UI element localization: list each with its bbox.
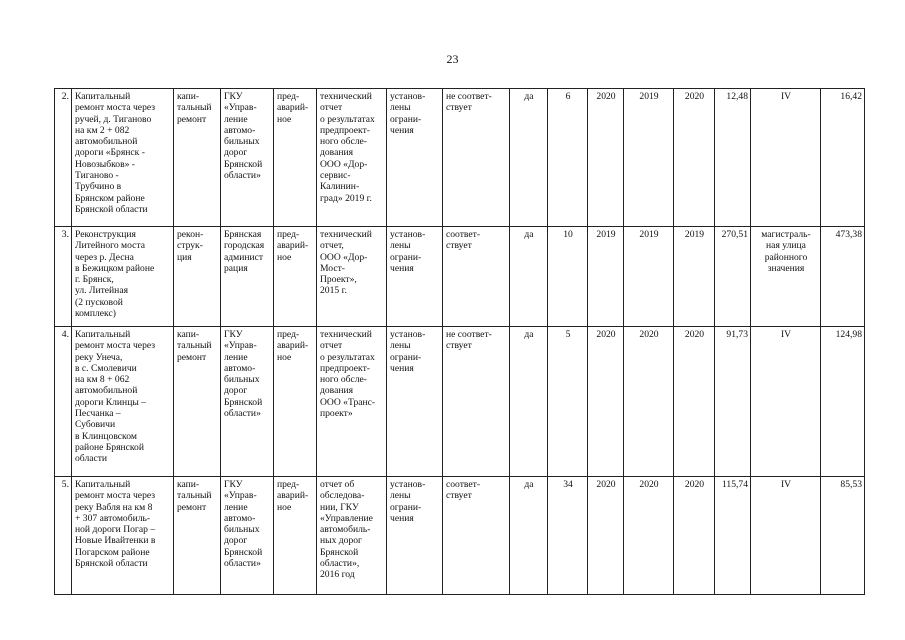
traffic-restriction: установ- лены ограни- чения [387, 477, 443, 595]
technical-state: пред- аварий- ное [274, 227, 317, 327]
year-2: 2020 [624, 477, 674, 595]
object-name: Капитальный ремонт моста через реку Вабля на км 8 + 307 автомобиль- ной дороги Погар – Новые Ивайтенки в Погарском районе Брянской области [72, 477, 174, 595]
category: IV [751, 327, 821, 477]
year-2: 2019 [624, 89, 674, 227]
cost: 124,98 [821, 327, 865, 477]
work-type: капи- тальный ремонт [174, 327, 221, 477]
object-name: Реконструкция Литейного моста через р. Десна в Бежицком районе г. Брянск, ул. Литейная (2 пусковой комплекс) [72, 227, 174, 327]
work-type: капи- тальный ремонт [174, 89, 221, 227]
table-row [55, 327, 865, 477]
customer: Брянская городская админист рация [221, 227, 274, 327]
row-number: 4. [55, 327, 72, 477]
bridge-repair-table [54, 88, 865, 595]
object-name: Капитальный ремонт моста через реку Унеча, в с. Смолевичи на км 8 + 062 автомобильной дороги Клинцы – Песчанка – Субовичи в Клинцовском районе Брянской области [72, 327, 174, 477]
technical-state: пред- аварий- ное [274, 89, 317, 227]
cost: 473,38 [821, 227, 865, 327]
source-document: технический отчет о результатах предпроект- ного обсле- дования ООО «Транс- проект» [317, 327, 387, 477]
flag: да [510, 477, 548, 595]
compliance: не соответ- ствует [443, 327, 510, 477]
year-3: 2020 [674, 477, 715, 595]
customer: ГКУ «Управ- ление автомо- бильных дорог Брянской области» [221, 89, 274, 227]
source-document: отчет об обследова- нии, ГКУ «Управление автомобиль- ных дорог Брянской области», 2016 год [317, 477, 387, 595]
row-number: 5. [55, 477, 72, 595]
year-3: 2020 [674, 327, 715, 477]
compliance: не соответ- ствует [443, 89, 510, 227]
flag: да [510, 327, 548, 477]
year-2: 2020 [624, 327, 674, 477]
customer: ГКУ «Управ- ление автомо- бильных дорог Брянской области» [221, 327, 274, 477]
object-name: Капитальный ремонт моста через ручей, д. Тиганово на км 2 + 082 автомобильной дороги «Брянск - Новозыбков» - Тиганово - Трубчино в Брянском районе Брянской области [72, 89, 174, 227]
table-row [55, 227, 865, 327]
year-1: 2020 [588, 477, 624, 595]
count: 34 [548, 477, 588, 595]
flag: да [510, 89, 548, 227]
year-2: 2019 [624, 227, 674, 327]
table-row [55, 477, 865, 595]
category: магистраль- ная улица районного значения [751, 227, 821, 327]
work-type: капи- тальный ремонт [174, 477, 221, 595]
category: IV [751, 477, 821, 595]
length: 115,74 [715, 477, 751, 595]
source-document: технический отчет о результатах предпроект- ного обсле- дования ООО «Дор- сервис- Калинин- град» 2019 г. [317, 89, 387, 227]
table-row [55, 89, 865, 227]
count: 6 [548, 89, 588, 227]
cost: 85,53 [821, 477, 865, 595]
row-number: 3. [55, 227, 72, 327]
year-1: 2020 [588, 327, 624, 477]
length: 270,51 [715, 227, 751, 327]
traffic-restriction: установ- лены ограни- чения [387, 89, 443, 227]
year-1: 2020 [588, 89, 624, 227]
year-3: 2019 [674, 227, 715, 327]
work-type: рекон- струк- ция [174, 227, 221, 327]
page-number: 23 [446, 52, 459, 66]
technical-state: пред- аварий- ное [274, 327, 317, 477]
length: 12,48 [715, 89, 751, 227]
traffic-restriction: установ- лены ограни- чения [387, 227, 443, 327]
traffic-restriction: установ- лены ограни- чения [387, 327, 443, 477]
length: 91,73 [715, 327, 751, 477]
category: IV [751, 89, 821, 227]
technical-state: пред- аварий- ное [274, 477, 317, 595]
count: 5 [548, 327, 588, 477]
source-document: технический отчет, ООО «Дор- Мост- Проект», 2015 г. [317, 227, 387, 327]
year-3: 2020 [674, 89, 715, 227]
customer: ГКУ «Управ- ление автомо- бильных дорог Брянской области» [221, 477, 274, 595]
compliance: соответ- ствует [443, 477, 510, 595]
count: 10 [548, 227, 588, 327]
cost: 16,42 [821, 89, 865, 227]
year-1: 2019 [588, 227, 624, 327]
compliance: соответ- ствует [443, 227, 510, 327]
flag: да [510, 227, 548, 327]
row-number: 2. [55, 89, 72, 227]
